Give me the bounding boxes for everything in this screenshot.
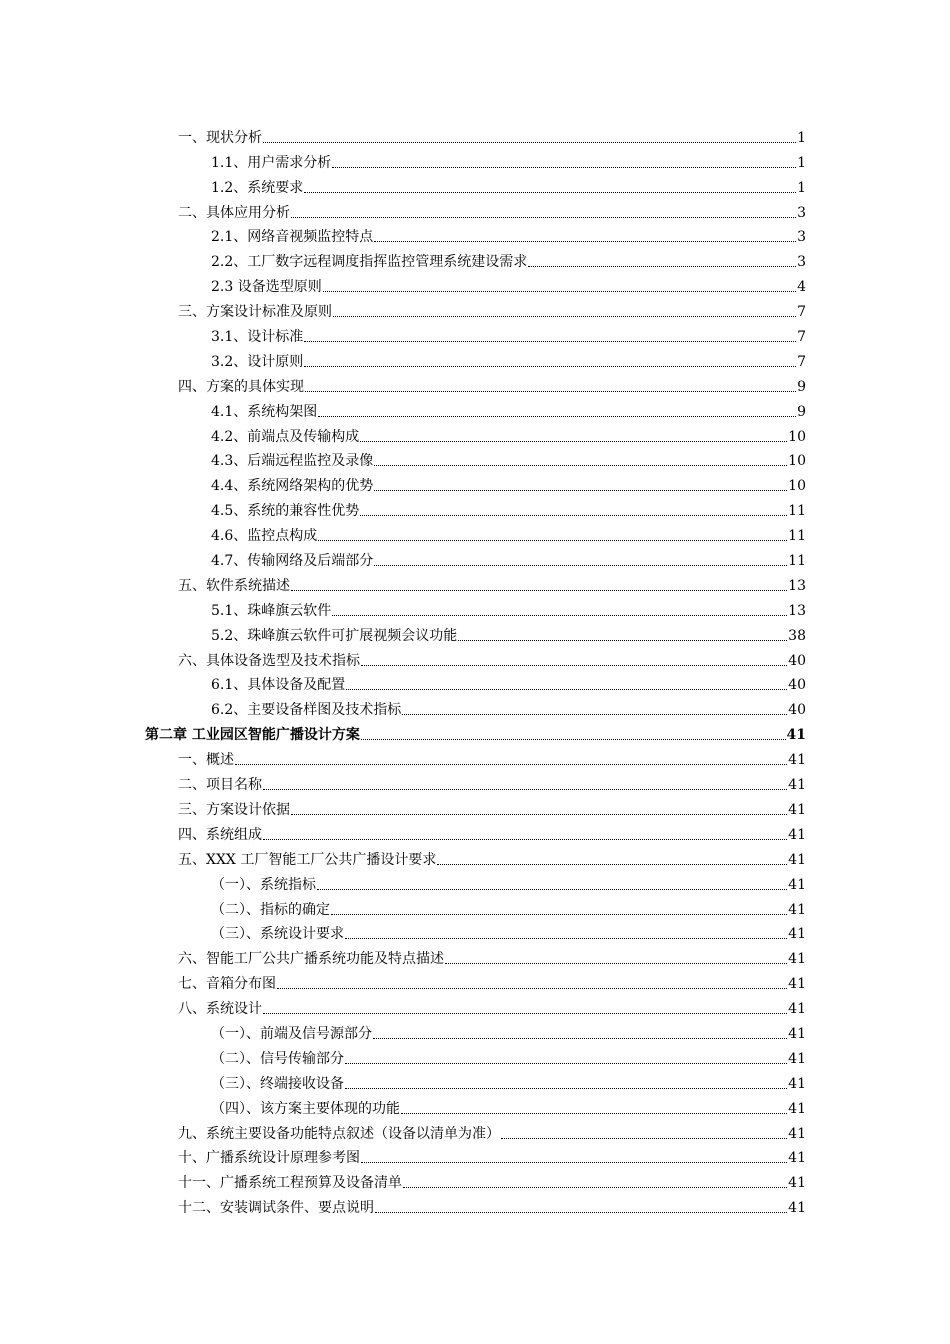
toc-entry[interactable] bbox=[0, 200, 806, 225]
toc-dot-leader bbox=[401, 1113, 787, 1114]
toc-dot-leader bbox=[333, 316, 796, 317]
toc-dot-leader bbox=[263, 789, 787, 790]
toc-dot-leader bbox=[360, 515, 787, 516]
toc-dot-leader bbox=[346, 689, 787, 690]
toc-dot-leader bbox=[323, 291, 796, 292]
toc-entry[interactable] bbox=[0, 274, 806, 299]
toc-page-number: 1 bbox=[797, 179, 806, 196]
toc-dot-leader bbox=[528, 266, 796, 267]
toc-entry-title: 1.2、系统要求 bbox=[211, 179, 304, 196]
toc-entry-title: 八、系统设计 bbox=[178, 1001, 262, 1018]
toc-entry-title: 五、软件系统描述 bbox=[178, 577, 290, 594]
toc-entry[interactable] bbox=[0, 1071, 806, 1096]
toc-entry[interactable] bbox=[0, 1046, 806, 1071]
toc-page-number: 40 bbox=[788, 702, 806, 719]
toc-entry-title: （三）、终端接收设备 bbox=[211, 1075, 344, 1092]
toc-entry-title: 2.2、工厂数字远程调度指挥监控管理系统建设需求 bbox=[211, 254, 528, 271]
toc-dot-leader bbox=[263, 1013, 787, 1014]
toc-entry-title: 2.1、网络音视频监控特点 bbox=[211, 229, 374, 246]
toc-dot-leader bbox=[304, 192, 796, 193]
toc-page-number: 1 bbox=[797, 154, 806, 171]
toc-dot-leader bbox=[331, 914, 787, 915]
toc-page-number: 11 bbox=[788, 553, 806, 570]
toc-dot-leader bbox=[374, 465, 787, 466]
toc-entry[interactable] bbox=[0, 797, 806, 822]
toc-page-number: 10 bbox=[788, 453, 806, 470]
toc-entry[interactable] bbox=[0, 125, 806, 150]
toc-entry-title: 2.3 设备选型原则 bbox=[211, 279, 322, 296]
toc-entry[interactable] bbox=[0, 847, 806, 872]
toc-page-number: 41 bbox=[788, 752, 806, 769]
toc-page-number: 41 bbox=[788, 777, 806, 794]
toc-entry[interactable] bbox=[0, 324, 806, 349]
toc-page-number: 40 bbox=[788, 677, 806, 694]
toc-entry-title: 十二、安装调试条件、要点说明 bbox=[178, 1200, 374, 1217]
toc-dot-leader bbox=[403, 1187, 787, 1188]
toc-page-number: 41 bbox=[788, 851, 806, 868]
toc-dot-leader bbox=[317, 889, 787, 890]
toc-page-number: 41 bbox=[788, 1150, 806, 1167]
toc-dot-leader bbox=[332, 167, 796, 168]
toc-entry[interactable] bbox=[0, 872, 806, 897]
toc-entry[interactable] bbox=[0, 548, 806, 573]
toc-entry[interactable] bbox=[0, 150, 806, 175]
toc-entry-title: 第二章 工业园区智能广播设计方案 bbox=[145, 727, 360, 744]
toc-dot-leader bbox=[361, 1162, 787, 1163]
toc-page-number: 41 bbox=[788, 1100, 806, 1117]
toc-entry-title: 4.6、监控点构成 bbox=[211, 528, 318, 545]
toc-entry[interactable] bbox=[0, 598, 806, 623]
toc-dot-leader bbox=[501, 1138, 787, 1139]
toc-entry[interactable] bbox=[0, 473, 806, 498]
toc-entry-title: 四、方案的具体实现 bbox=[178, 378, 304, 395]
toc-page-number: 13 bbox=[788, 577, 806, 594]
toc-entry[interactable] bbox=[0, 897, 806, 922]
toc-entry-title: 5.1、珠峰旗云软件 bbox=[211, 602, 332, 619]
toc-entry[interactable] bbox=[0, 1146, 806, 1171]
toc-entry-title: 三、方案设计标准及原则 bbox=[178, 304, 332, 321]
toc-entry-title: 4.5、系统的兼容性优势 bbox=[211, 503, 360, 520]
toc-entry[interactable] bbox=[0, 1096, 806, 1121]
toc-entry[interactable] bbox=[0, 1170, 806, 1195]
toc-page-number: 7 bbox=[797, 329, 806, 346]
toc-entry-title: 十一、广播系统工程预算及设备清单 bbox=[178, 1175, 402, 1192]
toc-page-number: 4 bbox=[797, 279, 806, 296]
toc-entry[interactable] bbox=[0, 498, 806, 523]
toc-entry[interactable] bbox=[0, 249, 806, 274]
toc-page-number: 7 bbox=[797, 304, 806, 321]
toc-dot-leader bbox=[305, 391, 796, 392]
toc-page-number: 11 bbox=[788, 503, 806, 520]
toc-entry[interactable] bbox=[0, 722, 806, 747]
toc-dot-leader bbox=[345, 938, 787, 939]
toc-page-number: 13 bbox=[788, 602, 806, 619]
toc-dot-leader bbox=[360, 441, 787, 442]
toc-entry[interactable] bbox=[0, 996, 806, 1021]
toc-dot-leader bbox=[361, 739, 786, 740]
toc-entry[interactable] bbox=[0, 374, 806, 399]
toc-dot-leader bbox=[458, 640, 787, 641]
toc-entry[interactable] bbox=[0, 573, 806, 598]
toc-entry-title: 七、音箱分布图 bbox=[178, 976, 276, 993]
toc-entry[interactable] bbox=[0, 449, 806, 474]
toc-page-number: 41 bbox=[786, 727, 806, 744]
toc-page-number: 40 bbox=[788, 652, 806, 669]
toc-entry-title: 3.2、设计原则 bbox=[211, 353, 304, 370]
toc-page-number: 41 bbox=[788, 826, 806, 843]
toc-entry-title: 4.4、系统网络架构的优势 bbox=[211, 478, 374, 495]
toc-dot-leader bbox=[263, 142, 796, 143]
toc-page-number: 41 bbox=[788, 976, 806, 993]
toc-entry-title: 二、项目名称 bbox=[178, 777, 262, 794]
toc-page-number: 41 bbox=[788, 901, 806, 918]
toc-entry-title: 六、智能工厂公共广播系统功能及特点描述 bbox=[178, 951, 444, 968]
toc-page-number: 41 bbox=[788, 876, 806, 893]
toc-dot-leader bbox=[437, 864, 787, 865]
toc-page-number: 41 bbox=[788, 1050, 806, 1067]
toc-dot-leader bbox=[373, 1038, 787, 1039]
toc-entry-title: 十、广播系统设计原理参考图 bbox=[178, 1150, 360, 1167]
toc-dot-leader bbox=[374, 565, 787, 566]
toc-entry-title: 三、方案设计依据 bbox=[178, 801, 290, 818]
toc-dot-leader bbox=[402, 714, 787, 715]
toc-dot-leader bbox=[345, 1088, 787, 1089]
toc-page-number: 41 bbox=[788, 1175, 806, 1192]
toc-entry[interactable] bbox=[0, 747, 806, 772]
toc-dot-leader bbox=[318, 540, 787, 541]
toc-entry-title: 1.1、用户需求分析 bbox=[211, 154, 332, 171]
toc-dot-leader bbox=[345, 1063, 787, 1064]
toc-page-number: 41 bbox=[788, 1125, 806, 1142]
toc-page-number: 41 bbox=[788, 926, 806, 943]
toc-entry[interactable] bbox=[0, 399, 806, 424]
toc-dot-leader bbox=[445, 963, 787, 964]
toc-page-number: 10 bbox=[788, 428, 806, 445]
toc-entry-title: 一、现状分析 bbox=[178, 129, 262, 146]
toc-entry-title: （一）、前端及信号源部分 bbox=[211, 1025, 372, 1042]
toc-dot-leader bbox=[304, 366, 796, 367]
toc-entry-title: 5.2、珠峰旗云软件可扩展视频会议功能 bbox=[211, 627, 458, 644]
toc-page-number: 7 bbox=[797, 353, 806, 370]
toc-entry-title: 4.3、后端远程监控及录像 bbox=[211, 453, 374, 470]
toc-entry[interactable] bbox=[0, 922, 806, 947]
toc-entry[interactable] bbox=[0, 648, 806, 673]
toc-entry[interactable] bbox=[0, 424, 806, 449]
toc-entry[interactable] bbox=[0, 225, 806, 250]
toc-entry[interactable] bbox=[0, 349, 806, 374]
toc-page-number: 9 bbox=[797, 378, 806, 395]
toc-entry[interactable] bbox=[0, 673, 806, 698]
toc-dot-leader bbox=[291, 814, 787, 815]
toc-entry-title: 五、XXX 工厂智能工厂公共广播设计要求 bbox=[178, 851, 437, 868]
toc-page-number: 3 bbox=[797, 254, 806, 271]
toc-entry[interactable] bbox=[0, 523, 806, 548]
toc-dot-leader bbox=[332, 615, 787, 616]
toc-entry[interactable] bbox=[0, 299, 806, 324]
toc-page-number: 41 bbox=[788, 1075, 806, 1092]
toc-entry-title: 九、系统主要设备功能特点叙述（设备以清单为准） bbox=[178, 1125, 500, 1142]
toc-entry[interactable] bbox=[0, 1021, 806, 1046]
toc-dot-leader bbox=[235, 764, 787, 765]
toc-page-number: 1 bbox=[797, 129, 806, 146]
toc-entry[interactable] bbox=[0, 971, 806, 996]
toc-entry[interactable] bbox=[0, 772, 806, 797]
toc-entry-title: （二）、指标的确定 bbox=[211, 901, 330, 918]
toc-dot-leader bbox=[304, 341, 796, 342]
table-of-contents bbox=[0, 125, 950, 1220]
toc-dot-leader bbox=[263, 839, 787, 840]
toc-page-number: 41 bbox=[788, 951, 806, 968]
toc-entry-title: 6.2、主要设备样图及技术指标 bbox=[211, 702, 402, 719]
toc-entry-title: （四）、该方案主要体现的功能 bbox=[211, 1100, 400, 1117]
toc-dot-leader bbox=[361, 665, 787, 666]
toc-page-number: 3 bbox=[797, 204, 806, 221]
toc-entry-title: 4.2、前端点及传输构成 bbox=[211, 428, 360, 445]
toc-page-number: 41 bbox=[788, 1025, 806, 1042]
toc-entry-title: （二）、信号传输部分 bbox=[211, 1050, 344, 1067]
toc-entry-title: （三）、系统设计要求 bbox=[211, 926, 344, 943]
toc-entry-title: 4.1、系统构架图 bbox=[211, 403, 318, 420]
toc-entry-title: 6.1、具体设备及配置 bbox=[211, 677, 346, 694]
toc-entry-title: 四、系统组成 bbox=[178, 826, 262, 843]
toc-page-number: 41 bbox=[788, 1200, 806, 1217]
toc-entry-title: （一）、系统指标 bbox=[211, 876, 316, 893]
toc-page-number: 9 bbox=[797, 403, 806, 420]
toc-entry[interactable] bbox=[0, 822, 806, 847]
toc-page-number: 41 bbox=[788, 801, 806, 818]
toc-entry[interactable] bbox=[0, 175, 806, 200]
toc-entry-title: 一、概述 bbox=[178, 752, 234, 769]
toc-entry[interactable] bbox=[0, 623, 806, 648]
toc-page-number: 38 bbox=[788, 627, 806, 644]
toc-page-number: 3 bbox=[797, 229, 806, 246]
toc-entry-title: 二、具体应用分析 bbox=[178, 204, 290, 221]
toc-page-number: 41 bbox=[788, 1001, 806, 1018]
toc-dot-leader bbox=[375, 1212, 787, 1213]
toc-entry[interactable] bbox=[0, 946, 806, 971]
toc-page-number: 11 bbox=[788, 528, 806, 545]
toc-entry-title: 4.7、传输网络及后端部分 bbox=[211, 553, 374, 570]
toc-entry-title: 六、具体设备选型及技术指标 bbox=[178, 652, 360, 669]
toc-entry[interactable] bbox=[0, 1195, 806, 1220]
toc-entry[interactable] bbox=[0, 1121, 806, 1146]
toc-dot-leader bbox=[277, 988, 787, 989]
toc-dot-leader bbox=[374, 241, 796, 242]
toc-dot-leader bbox=[291, 217, 796, 218]
toc-dot-leader bbox=[318, 416, 796, 417]
toc-page-number: 10 bbox=[788, 478, 806, 495]
toc-dot-leader bbox=[291, 590, 787, 591]
toc-entry[interactable] bbox=[0, 697, 806, 722]
toc-dot-leader bbox=[374, 490, 787, 491]
toc-entry-title: 3.1、设计标准 bbox=[211, 329, 304, 346]
